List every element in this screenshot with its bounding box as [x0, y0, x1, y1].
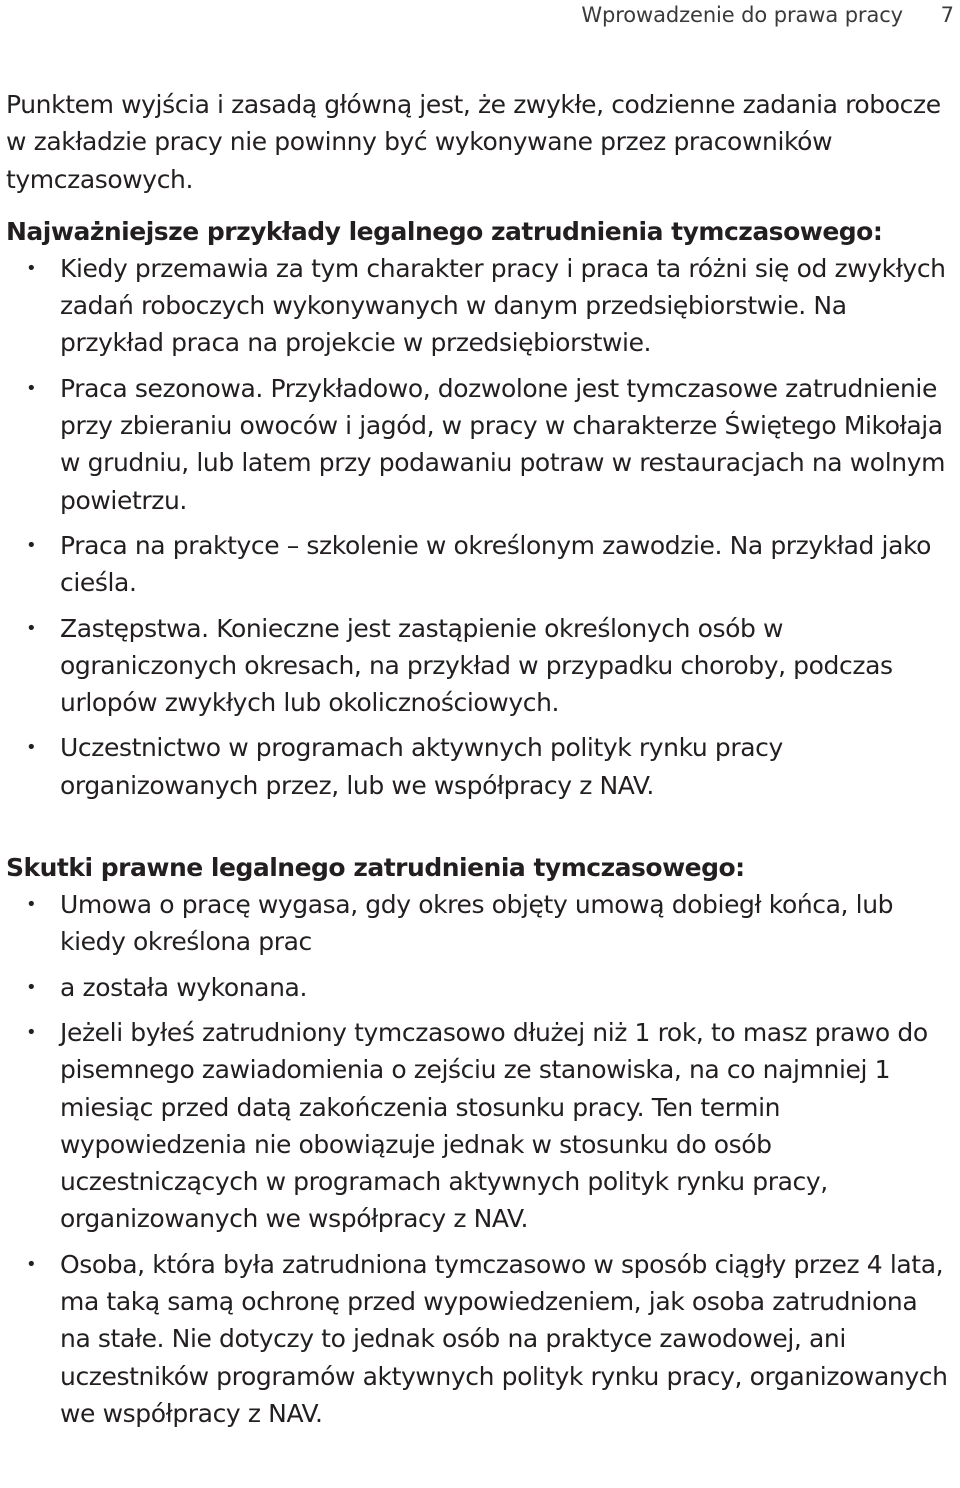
bullet-icon: • [26, 257, 37, 279]
page-header [0, 0, 960, 34]
legal-effects-list [6, 886, 954, 1432]
list-item-text: a została wykonana. [60, 972, 308, 1002]
list-item-text: Praca sezonowa. Przykładowo, dozwolone jest tymczasowe zatrudnienie przy zbieraniu owoców i jagód, w pracy w charakterze Świętego Mikołaja w grudniu, lub latem przy podawaniu potraw w restauracjach na wolnym powietrzu. [60, 373, 946, 515]
bullet-icon: • [26, 377, 37, 399]
list-item [6, 610, 954, 722]
list-item [6, 1014, 954, 1238]
intro-paragraph: Punktem wyjścia i zasadą główną jest, że zwykłe, codzienne zadania robocze w zakładzie pracy nie powinny być wykonywane przez pracowników tymczasowych. [6, 90, 941, 194]
bullet-icon: • [26, 976, 37, 998]
list-item-text: Osoba, która była zatrudniona tymczasowo w sposób ciągły przez 4 lata, ma taką samą ochronę przed wypowiedzeniem, jak osoba zatrudniona na stałe. Nie dotyczy to jednak osób na praktyce zawodowej, ani uczestników programów aktywnych polityk rynku pracy, organizowanych we współpracy z NAV. [60, 1249, 948, 1428]
page-number: 7 [940, 3, 954, 27]
bullet-icon: • [26, 534, 37, 556]
list-item-text: Umowa o pracę wygasa, gdy okres objęty umową dobiegł końca, lub kiedy określona prac [60, 890, 894, 957]
list-item-text: Uczestnictwo w programach aktywnych polityk rynku pracy organizowanych przez, lub we współpracy z NAV. [60, 733, 783, 800]
list-item-text: Jeżeli byłeś zatrudniony tymczasowo dłużej niż 1 rok, to masz prawo do pisemnego zawiadomienia o zejściu ze stanowiska, na co najmniej 1 miesiąc przed datą zakończenia stosunku pracy. Ten termin wypowiedzenia nie obowiązuje jednak w stosunku do osób uczestniczących w programach aktywnych polityk rynku pracy, organizowanych we współpracy z NAV. [60, 1017, 928, 1234]
running-header-title: Wprowadzenie do prawa pracy [581, 3, 903, 27]
bullet-icon: • [26, 1021, 37, 1043]
list-item [6, 886, 954, 961]
list-item [6, 250, 954, 362]
list-item [6, 370, 954, 519]
list-item [6, 729, 954, 804]
section-heading-examples: Najważniejsze przykłady legalnego zatrudnienia tymczasowego: [6, 216, 883, 246]
bullet-icon: • [26, 894, 37, 916]
bullet-icon: • [26, 617, 37, 639]
list-item [6, 527, 954, 602]
section-heading-legal-effects: Skutki prawne legalnego zatrudnienia tymczasowego: [6, 853, 745, 883]
bullet-icon: • [26, 737, 37, 759]
list-item [6, 969, 954, 1006]
bullet-icon: • [26, 1253, 37, 1275]
list-item [6, 1246, 954, 1432]
examples-list [6, 250, 954, 804]
list-item-text: Zastępstwa. Konieczne jest zastąpienie określonych osób w ograniczonych okresach, na przykład w przypadku choroby, podczas urlopów zwykłych lub okolicznościowych. [60, 613, 893, 718]
list-item-text: Praca na praktyce – szkolenie w określonym zawodzie. Na przykład jako cieśla. [60, 530, 932, 598]
list-item-text: Kiedy przemawia za tym charakter pracy i praca ta różni się od zwykłych zadań roboczych wykonywanych w danym przedsiębiorstwie. Na przykład praca na projekcie w przedsiębiorstwie. [60, 253, 946, 358]
page-content [6, 86, 954, 1432]
